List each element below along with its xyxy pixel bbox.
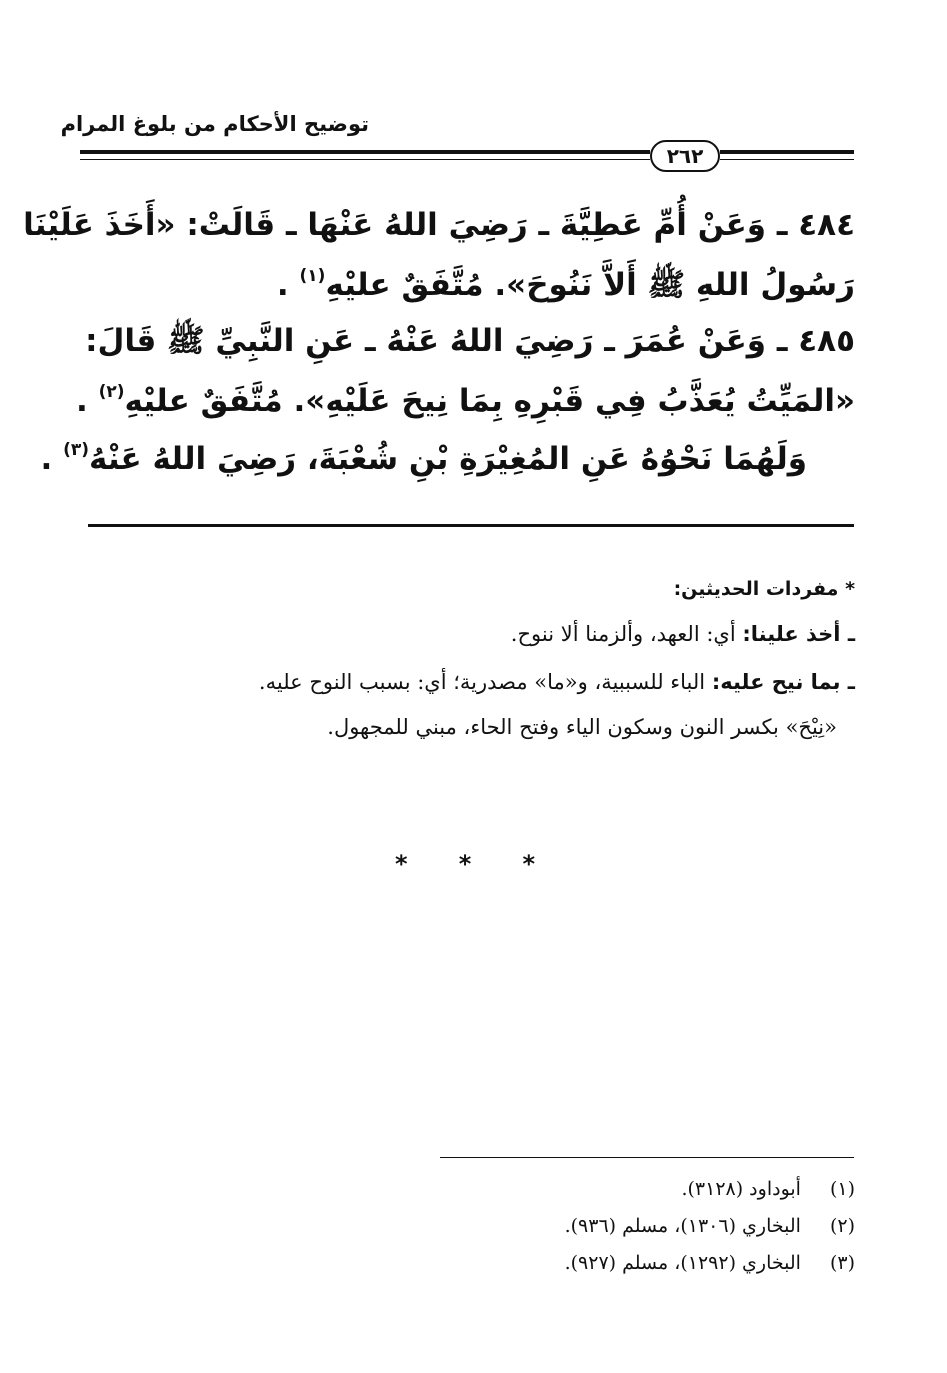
- footnote: [565, 1252, 855, 1274]
- hadith-text: ـ وَعَنْ عُمَرَ ـ رَضِيَ اللهُ عَنْهُ ـ عَنِ النَّبِيِّ ﷺ قَالَ:: [85, 323, 788, 359]
- vocabulary-title: * مفردات الحديثين:: [673, 578, 855, 600]
- vocabulary-note: «نِيْحَ» بكسر النون وسكون الياء وفتح الحاء، مبني للمجهول.: [327, 715, 837, 739]
- footnote-marker: (١): [299, 266, 326, 286]
- footnote-marker: (٣): [63, 440, 90, 460]
- hadith-text: رَسُولُ اللهِ ﷺ أَلاَّ نَنُوحَ». مُتَّفَقٌ عليْهِ: [325, 267, 855, 303]
- asterism-separator: [395, 850, 535, 878]
- footnote-marker: (٢): [98, 382, 125, 402]
- hadith-485-line-3: [40, 442, 807, 475]
- footnote-rule: [440, 1157, 854, 1158]
- footnote: [681, 1178, 855, 1200]
- footnote: [565, 1215, 855, 1237]
- hadith-485-line-2: [76, 384, 855, 417]
- star-glyph: *: [522, 850, 535, 878]
- hadith-484-line-2: [277, 268, 855, 301]
- star-glyph: *: [458, 850, 472, 878]
- vocabulary-item: [259, 670, 855, 694]
- section-divider: [88, 524, 854, 527]
- vocabulary-term: ـ أخذ علينا:: [742, 622, 855, 646]
- sentence-end: .: [40, 441, 53, 477]
- hadith-485-line-1: [85, 323, 855, 359]
- footnote-index: (٢): [829, 1215, 855, 1237]
- hadith-484-line-1: [23, 207, 855, 243]
- vocabulary-item: [511, 622, 855, 646]
- page-number: ٢٦٢: [650, 140, 720, 172]
- hadith-text: ـ وَعَنْ أُمِّ عَطِيَّةَ ـ رَضِيَ اللهُ عَنْهَا ـ قَالَتْ: «أَخَذَ عَلَيْنَا: [23, 207, 788, 243]
- running-title: توضيح الأحكام من بلوغ المرام: [60, 112, 369, 136]
- footnote-index: (٣): [829, 1252, 855, 1274]
- sentence-end: .: [276, 267, 289, 303]
- hadith-number: ٤٨٤: [798, 207, 855, 243]
- header-rule-thin-right: [720, 159, 854, 160]
- hadith-text: وَلَهُمَا نَحْوُهُ عَنِ المُغِيْرَةِ بْنِ شُعْبَةَ، رَضِيَ اللهُ عَنْهُ: [89, 441, 807, 477]
- star-glyph: *: [395, 850, 408, 878]
- footnote-index: (١): [829, 1178, 855, 1200]
- hadith-text: «المَيِّتُ يُعَذَّبُ فِي قَبْرِهِ بِمَا نِيحَ عَلَيْهِ». مُتَّفَقٌ عليْهِ: [124, 383, 855, 419]
- vocabulary-definition: الباء للسببية، و«ما» مصدرية؛ أي: بسبب النوح عليه.: [258, 670, 706, 694]
- header-rule-thick-left: [80, 150, 650, 154]
- vocabulary-term: ـ بما نيح عليه:: [711, 670, 855, 694]
- footnote-text: البخاري (١٣٠٦)، مسلم (٩٣٦).: [564, 1215, 801, 1237]
- sentence-end: .: [76, 383, 88, 419]
- footnote-text: أبوداود (٣١٢٨).: [681, 1178, 801, 1200]
- header-rule-thin-left: [80, 159, 650, 160]
- vocabulary-definition: أي: العهد، وألزمنا ألا ننوح.: [510, 622, 736, 646]
- header-rule-thick-right: [720, 150, 854, 154]
- footnote-text: البخاري (١٢٩٢)، مسلم (٩٢٧).: [564, 1252, 801, 1274]
- hadith-number: ٤٨٥: [798, 323, 855, 359]
